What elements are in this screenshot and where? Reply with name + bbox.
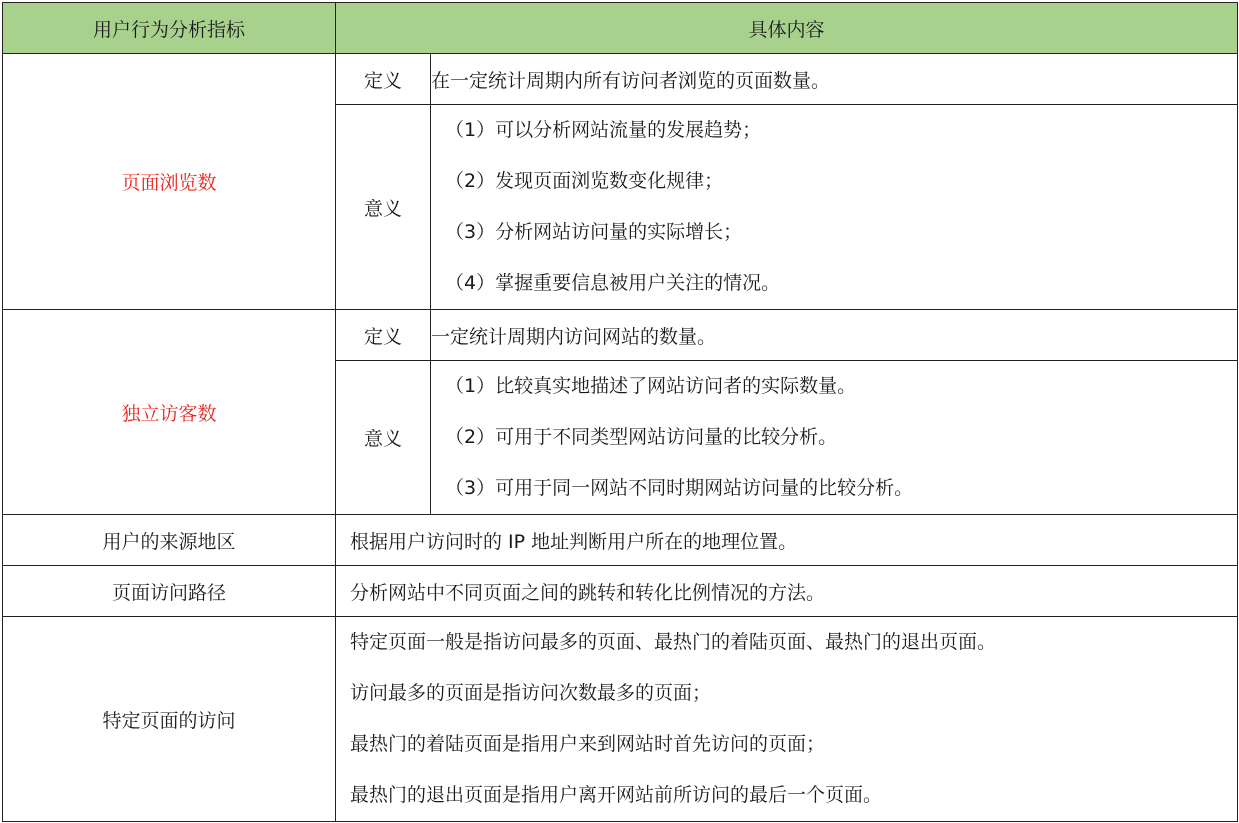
- list-item: （3）分析网站访问量的实际增长；: [445, 221, 743, 243]
- list-item: （4）掌握重要信息被用户关注的情况。: [445, 272, 781, 294]
- list-item: 特定页面一般是指访问最多的页面、最热门的着陆页面、最热门的退出页面。: [350, 631, 997, 653]
- table-row: [3, 566, 1238, 617]
- list-item: （2）可用于不同类型网站访问量的比较分析。: [445, 426, 838, 448]
- meaning-label: 意义: [336, 361, 431, 515]
- content-list: [336, 617, 1238, 822]
- table-row: [3, 617, 1238, 822]
- metric-name-specific-pages: 特定页面的访问: [3, 617, 336, 822]
- metrics-table: [2, 2, 1238, 822]
- content-text: 分析网站中不同页面之间的跳转和转化比例情况的方法。: [336, 566, 1238, 617]
- header-row: [3, 3, 1238, 54]
- metric-name-page-views: 页面浏览数: [3, 54, 336, 310]
- definition-text: 在一定统计周期内所有访问者浏览的页面数量。: [431, 54, 1238, 105]
- metric-name-source-region: 用户的来源地区: [3, 515, 336, 566]
- content-text: 根据用户访问时的 IP 地址判断用户所在的地理位置。: [336, 515, 1238, 566]
- list-item: （2）发现页面浏览数变化规律；: [445, 170, 724, 192]
- definition-text: 一定统计周期内访问网站的数量。: [431, 310, 1238, 361]
- metric-name-unique-visitors: 独立访客数: [3, 310, 336, 515]
- list-item: 最热门的着陆页面是指用户来到网站时首先访问的页面；: [350, 733, 826, 755]
- table-row: [3, 310, 1238, 361]
- list-item: （3）可用于同一网站不同时期网站访问量的比较分析。: [445, 477, 914, 499]
- list-item: 访问最多的页面是指访问次数最多的页面；: [350, 682, 712, 704]
- table-row: [3, 54, 1238, 105]
- list-item: （1）比较真实地描述了网站访问者的实际数量。: [445, 375, 857, 397]
- list-item: （1）可以分析网站流量的发展趋势；: [445, 119, 762, 141]
- definition-label: 定义: [336, 54, 431, 105]
- metric-name-access-path: 页面访问路径: [3, 566, 336, 617]
- header-metric: 用户行为分析指标: [3, 3, 336, 54]
- header-content: 具体内容: [336, 3, 1238, 54]
- meaning-label: 意义: [336, 105, 431, 310]
- definition-label: 定义: [336, 310, 431, 361]
- list-item: 最热门的退出页面是指用户离开网站前所访问的最后一个页面。: [350, 784, 883, 806]
- table-row: [3, 515, 1238, 566]
- meaning-list: [431, 361, 1238, 515]
- meaning-list: [431, 105, 1238, 310]
